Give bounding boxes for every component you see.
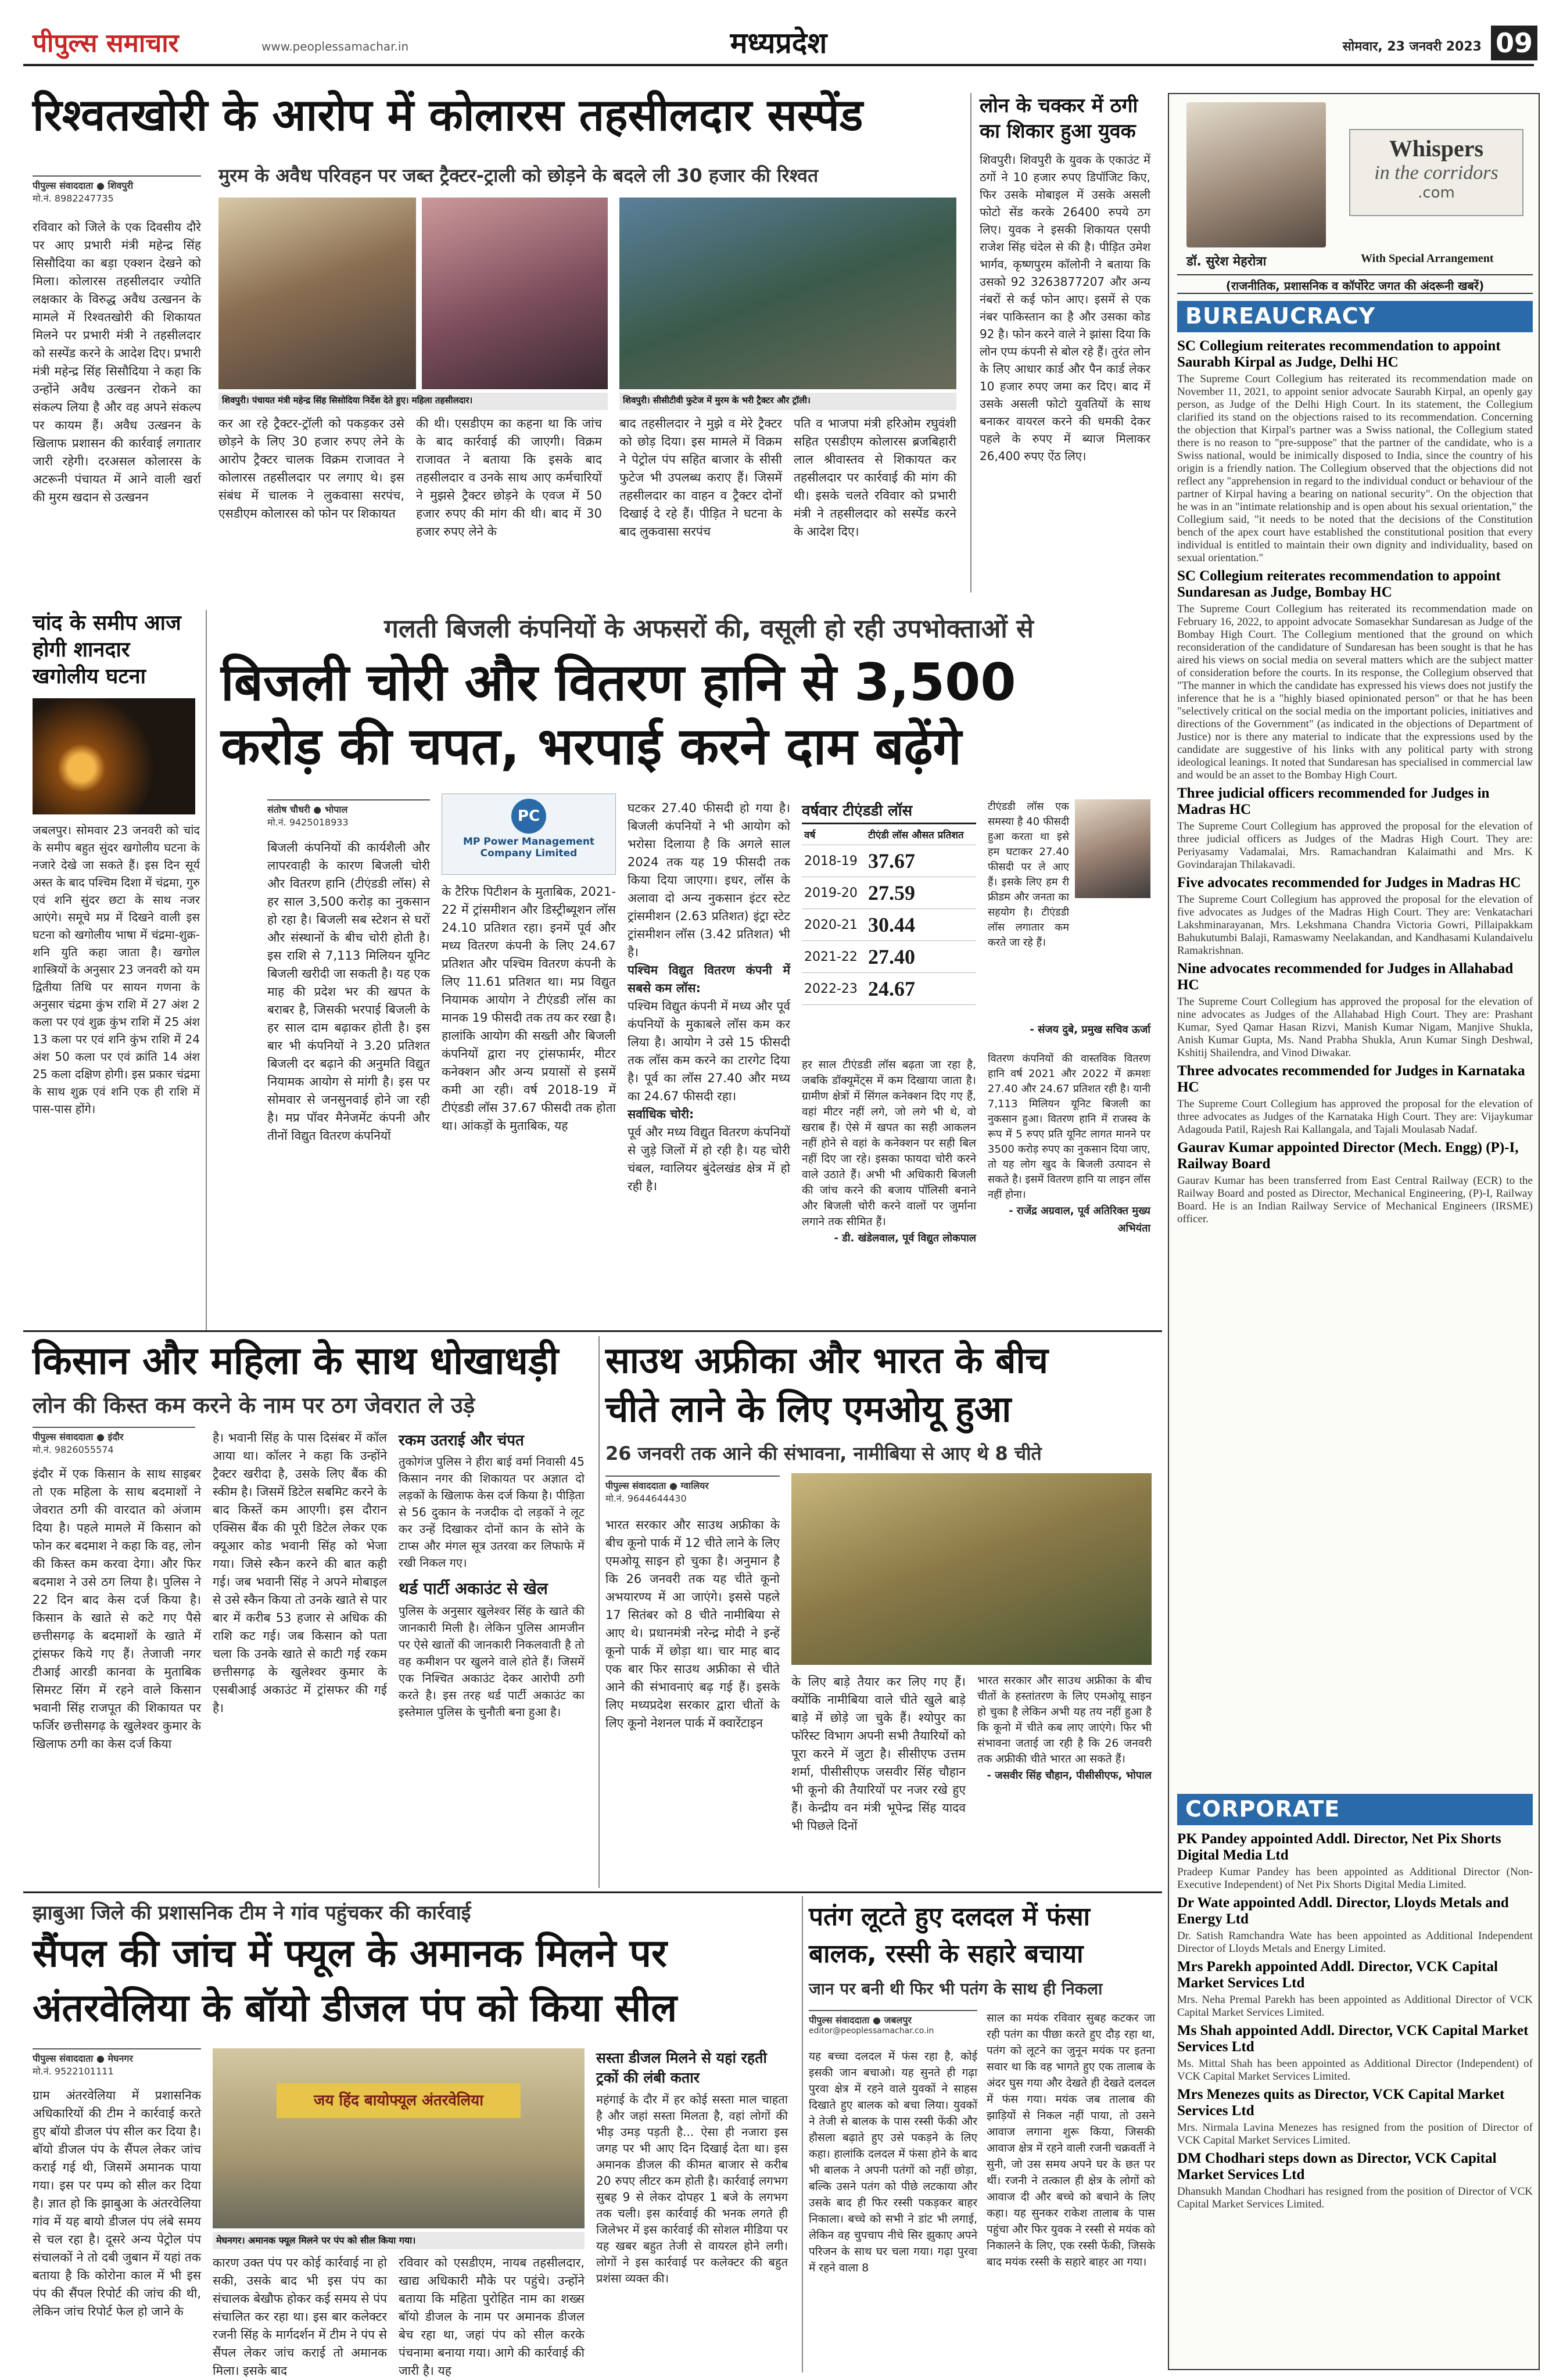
corporate-item-body: Dr. Satish Ramchandra Wate has been appointed as Additional Independent Director of Lloyds Metals and Energy Limited. [1177, 1930, 1533, 1955]
side-box [596, 2048, 788, 2371]
mp-power-logo [442, 794, 616, 875]
byline-text: पीपुल्स संवाददाता ● शिवपुरी [33, 180, 134, 191]
reporter-mobile: मो.नं. 9522101111 [33, 2066, 114, 2077]
corporate-item [1177, 1959, 1533, 2019]
story-col-2: कर आ रहे ट्रैक्टर-ट्रॉली को पकड़कर उसे छोड़ने के लिए 30 हजार रुपए लेने के आरोप ट्रैक्टर चालक विक्रम राजावत ने कोलारस तहसीलदार पर लगाए थे। इस संबंध में चालक ने लुकवासा सरपंच, एसडीएम कोलारस को फोन पर शिकायत [218, 417, 404, 520]
logo-line-2: in the corridors [1374, 162, 1498, 184]
box-body: महंगाई के दौर में हर कोई सस्ता माल चाहता है और जहां सस्ता मिलता है, वहां लोगों की भीड़ उमड़ पड़ती है... ऐसा ही नजारा इस जगह पर भी आए दिन दिखाई देता था। इस अमानक डीजल की कीमत बाजार से करीब 20 रुपए लीटर कम होती है। कार्रवाई लगभग सुबह 9 से लेकर दोपहर 1 बजे के लगभग तक चली। इस कार्रवाई की भनक लगते ही जिलेभर में इस कार्रवाई की सोशल मीडिया पर यह खबर बहुत तेजी से वायरल होने लगी। लोगों ने इस कार्रवाई पर कलेक्टर की बहुत प्रशंसा व्यक्त की। [596, 2092, 788, 2285]
corporate-item-body: Pradeep Kumar Pandey has been appointed as Additional Director (Non-Executive Independent) of Net Pix Shorts Digital Media Limited. [1177, 1866, 1533, 1891]
col-3-para-1: घटकर 27.40 फीसदी हो गया है। बिजली कंपनियों ने भी आयोग को भरोसा दिलाया है कि अगले साल 2024 तक यह 19 फीसदी तक किया दिया जाएगा। इधर, लॉस के अलावा दो अन्य नुकसान इंटर स्टेट ट्रांसमीशन (2.63 प्रतिशत) इंट्रा स्टेट ट्रांसमीशन लॉस (3.42 प्रतिशत) भी है। [628, 801, 790, 959]
whispers-column [1168, 93, 1540, 2370]
bureaucracy-item-body: The Supreme Court Collegium has approved the proposal for the elevation of three judicial officers as Judges of the Madras High Court. They are: Periyasamy Vadamalai, Mrs. Ramachandran Kalaimathi and Mrs. K Govindarajan Thilakavadi. [1177, 820, 1533, 871]
byline-text: पीपुल्स संवाददाता ● मेघनगर [33, 2053, 133, 2064]
headline-line-1: बिजली चोरी और वितरण हानि से 3,500 [221, 652, 1016, 712]
table-cell-year: 2021-22 [802, 941, 866, 973]
bureaucracy-item [1177, 875, 1533, 957]
tehsildar-photo [422, 198, 608, 389]
corporate-item [1177, 1895, 1533, 1955]
story-col-1: ग्राम अंतरवेलिया में प्रशासनिक अधिकारियों की टीम ने कार्रवाई करते हुए बॉयो डीजल पंप सील कर दिया है। बॉयो डीजल पंप के सैंपल लेकर जांच कराई गई थी, जिसमें अमानक पाया गया। इस पर पम्प को सील कर दिया है। ज्ञात हो कि झाबुआ के अंतरवेलिया गांव में यह बायो डीजल पंप लंबे समय से चल रहा है। दूसरे अन्य पेट्रोल पंप संचालकों ने तो दबी जुबान में यहां तक बताया है कि कोरोना काल में भी इस पंप की सैंपल रिपोर्ट की जांच की थी, लेकिन जांच रिपोर्ट फेल हो जाने के [33, 2088, 201, 2318]
story-col-1: रविवार को जिले के एक दिवसीय दौरे पर आए प्रभारी मंत्री महेन्द्र सिंह सिसौदिया का बड़ा एक्शन देखने को मिला। कोलारस तहसीलदार ज्योति लक्षकार के विरुद्ध अवैध उत्खनन के मामले में रिश्वतखोरी की शिकायत मिलने पर प्रभारी मंत्री ने तहसीलदार को सस्पेंड करने के आदेश दिए। प्रभारी मंत्री महेन्द्र सिंह सिसौदिया ने कहा कि उन्होंने अवैध उत्खनन रोकने का संकल्प लिया है और वह अपने संकल्प पर कायम हैं। अवैध उत्खनन के खिलाफ प्रशासन की कार्रवाई लगातार जारी रहेगी। दरअसल कोलारस के अटरूनी पंचायत में आने वाली खर्रा की मुरम खदान से उत्खनन [33, 220, 201, 504]
logo-line-1: Whispers [1389, 135, 1484, 161]
byline [267, 799, 430, 833]
headline-line-1: साउथ अफ्रीका और भारत के बीच [605, 1339, 1048, 1381]
table-cell-year: 2020-21 [802, 909, 866, 941]
story-fraud [33, 1336, 585, 1888]
story-kolaras [33, 76, 956, 587]
table-row [802, 877, 976, 909]
corporate-item-title: DM Chodhari steps down as Director, VCK Capital Market Services Ltd [1177, 2151, 1497, 2182]
story-moon [33, 610, 207, 1330]
corporate-list [1177, 1828, 1533, 2362]
quote-engineer [988, 1051, 1150, 1307]
col-3-para-3: पूर्व और मध्य विद्युत वितरण कंपनियों से जुड़े जिलों में हो रही है। यह चोरी चंबल, ग्वालियर बुंदेलखंड क्षेत्र में हो रही है। [628, 1125, 790, 1193]
byline [33, 2048, 201, 2082]
logo-name: MP Power Management Company Limited [463, 836, 595, 859]
col-3-para-2: पश्चिम विद्युत कंपनी में मध्य और पूर्व कंपनियों के मुकाबले लॉस कम कर लिया है। आयोग ने उसे 15 फीसदी तक लॉस कम करने का टारगेट दिया है। पूर्व का लॉस 27.40 और मध्य का 24.67 फीसदी रहा। [628, 999, 790, 1103]
box-title: सस्ता डीजल मिलने से यहां रहती ट्रकों की लंबी कतार [596, 2049, 767, 2086]
headline-line-2: अंतरवेलिया के बॉयो डीजल पंप को किया सील [33, 1986, 677, 2030]
story-subhead: 26 जनवरी तक आने की संभावना, नामीबिया से आए थे 8 चीते [605, 1442, 1042, 1464]
author-name: डॉ. सुरेश मेहरोत्रा [1186, 254, 1267, 269]
table-header-loss: टीएंडी लॉस औसत प्रतिशत [866, 824, 976, 845]
loss-table [802, 799, 976, 1049]
story-col-2: के टैरिफ पिटीशन के मुताबिक, 2021-22 में ट्रांसमीशन और डिस्ट्रीब्यूशन लॉस 24.10 प्रतिशत रहा। इनमें पूर्व और मध्य वितरण कंपनी के लिए 24.67 प्रतिशत और पश्चिम वितरण कंपनी के लिए 11.61 प्रतिशत था। मप्र विद्युत नियामक आयोग ने टीएंडडी लॉस का मानक 19 फीसदी तक तय कर रखा है। हालांकि आयोग की सख्ती और बिजली कंपनियों द्वारा नए ट्रांसफार्मर, मीटर कनेक्शन और अन्य प्रयासों से इसमें कमी आ रही। वर्ष 2018-19 में टीएंडडी लॉस 37.67 फीसदी तक होता था। आंकड़ों के मुताबिक, यह [442, 885, 616, 1133]
bureaucracy-item-title: Gaurav Kumar appointed Director (Mech. Engg) (P)-I, Railway Board [1177, 1140, 1519, 1172]
table-header-year: वर्ष [802, 824, 866, 845]
photo-caption: मेघनगर। अमानक फ्यूल मिलने पर पंप को सील किया गया। [213, 2232, 585, 2249]
email-link[interactable]: editor@peoplessamachar.co.in [809, 2026, 934, 2036]
bureaucracy-item-title: Three judicial officers recommended for Judges in Madras HC [1177, 785, 1490, 817]
bureaucracy-item [1177, 338, 1533, 565]
bureaucracy-item-body: The Supreme Court Collegium has reiterated its recommendation made on February 16, 2022, to appoint advocate Somasekhar Sundaresan as Judge of the Bombay High Court. The Collegium mentioned that the ground on which reconsideration of the candidature of Sundaresan has been sought is that he has aired his views on social media on several matters which are the subject matter of consideration before the courts. In its response, the Collegium observed that "The manner in which the candidate has expressed his views does not justify the inference that he is a "highly biased opinionated person" or that he has been "selectively critical on the social media on the important policies, initiatives and directions of the Government" (as indicated in the objections of Department of Justice) nor is there any material to indicate that the expressions used by the candidate are suggestive of his links with any political party with strong ideological leanings. It noted that Sundaresan has specialised in commercial law and would be an asset to the Bombay High Court. [1177, 603, 1533, 781]
story-col-4: बाद तहसीलदार ने मुझे व मेरे ट्रैक्टर को छोड़ दिया। इस मामले में विक्रम ने पेट्रोल पंप सहित बाजार के सीसी फुटेज भी उपलब्ध कराए हैं। जिसमें तहसीलदार का वाहन व ट्रैक्टर दोनों दिखाई दे रहे हैं। पीड़ित ने घटना के बाद लुकवासा सरपंच [619, 417, 782, 539]
pump-photo [213, 2048, 585, 2228]
table-title: वर्षवार टीएंडडी लॉस [802, 799, 976, 824]
corporate-item-title: PK Pandey appointed Addl. Director, Net Pix Shorts Digital Media Ltd [1177, 1831, 1501, 1863]
story-headline: रिश्वतखोरी के आरोप में कोलारस तहसीलदार सस्पेंड [33, 89, 863, 141]
bureaucracy-item [1177, 568, 1533, 782]
table-row [802, 909, 976, 941]
story-loan-fraud [970, 93, 1150, 593]
reporter-mobile: मो.नं. 9826055574 [33, 1444, 114, 1455]
story-power-loss [221, 604, 1156, 1319]
quote-secretary-attribution: - संजय दुबे, प्रमुख सचिव ऊर्जा [1030, 1024, 1150, 1036]
logo-text: पीपुल्स समाचार [33, 28, 179, 58]
table-cell-year: 2022-23 [802, 973, 866, 1005]
box-body-2: पुलिस के अनुसार खुलेश्वर सिंह के खाते की जानकारी मिली है। लेकिन पुलिस आमजीन पर ऐसे खातों की जानकारी निकलवाती है तो वह कमीशन पर खुलने वाले होते हैं। जिसमें एक निश्चित अकाउंट देकर आरोपी ठगी करते है। इस तरह थर्ड पार्टी अकाउंट का इस्तेमाल पुलिस के चुनौती बना हुआ है। [399, 1604, 585, 1719]
corporate-item [1177, 1831, 1533, 1891]
corporate-item-body: Dhansukh Mandan Chodhari has resigned from the position of Director of VCK Capital Market Services Limited. [1177, 2185, 1533, 2210]
story-col-3: रविवार को एसडीएम, नायब तहसीलदार, खाद्य अधिकारी मौके पर पहुंचे। उन्होंने बताया कि महिता पुरोहित नाम का शख्स बॉयो डीजल के नाम पर अमानक डीजल बेच रहा था, जहां पंप को सील करके पंचनामा बनाया गया। आगे की कार्रवाई की जारी है। यह [399, 2256, 585, 2378]
section-divider-1 [23, 1330, 1162, 1332]
bureaucracy-item [1177, 785, 1533, 871]
story-col-3 [628, 799, 790, 1311]
table-row [802, 973, 976, 1005]
whispers-tagline: (राजनीतिक, प्रशासनिक व कॉर्पोरेट जगत की अंदरूनी खबरें) [1177, 274, 1533, 294]
corporate-header: CORPORATE [1177, 1794, 1533, 1825]
corporate-item [1177, 2023, 1533, 2083]
bureaucracy-item [1177, 1063, 1533, 1136]
corporate-item-title: Dr Wate appointed Addl. Director, Lloyds Metals and Energy Ltd [1177, 1895, 1509, 1927]
page-number: 09 [1491, 26, 1537, 60]
byline [809, 2010, 977, 2044]
corporate-item-title: Mrs Menezes quits as Director, VCK Capital Market Services Ltd [1177, 2087, 1505, 2119]
quote-expert [802, 1057, 976, 1307]
quote-text: वितरण कंपनियों की वास्तविक वितरण हानि वर्ष 2021 और 2022 में क्रमशः 27.40 और 24.67 प्रतिशत रही है। यानी 7,113 मिलियन यूनिट बिजली का नुकसान हुआ। वितरण हानि में राजस्व के रूप में 5 रुपए प्रति यूनिट लागत मानने पर 3500 करोड़ रुपए का नुकसान दिया जाए, तो यह लोग खुद के बिजली उत्पादन से सकते है। इसमें वितरण हानि या लाइन लॉस नहीं होना। [988, 1053, 1150, 1201]
story-col-2: के लिए बाड़े तैयार कर लिए गए हैं। क्योंकि नामीबिया वाले चीते खुले बाड़े बाड़े में छोड़े जा चुके हैं। श्योपुर का फॉरेस्ट विभाग अपनी सभी तैयारियों को पूरा करने में जुटा है। सीसीएफ उत्तम शर्मा, पीसीसीएफ जसवीर सिंह चौहान भी कूनो की तैयारियों पर नजर रखे हुए हैं। केन्द्रीय वन मंत्री भूपेन्द्र सिंह यादव भी पिछले दिनों [791, 1675, 966, 1833]
logo [33, 24, 253, 56]
author-photo [1186, 102, 1326, 247]
table-cell-loss: 30.44 [866, 909, 976, 941]
section-divider-2 [23, 1891, 1162, 1893]
bureaucracy-item-body: The Supreme Court Collegium has reiterated its recommendation made on November 11, 2021, to appoint senior advocate Saurabh Kirpal, an openly gay person, as Judge of the Delhi High Court. In its statement, the Collegium clarified its stand on the objections raised to its recommendation. Concerning the objection that Kirpal's partner was a Swiss national, the Collegium stated there is no reason to "pre-suppose" that the partner of the candidate, who is a Swiss national, would be inimically disposed to India, since the country of his origin is a friendly nation. The Collegium observed that the objections did not reflect any "apprehension in regard to the individual conduct or behaviour of the partner of Kirpal having a bearing on national security". On the objection that he was in an "intimate relationship and is open about his sexual orientation," the Collegium said, "it needs to be noted that the decisions of the Constitution bench of the apex court have established the constitutional position that every individual is entitled to maintain their own dignity and individuality, based on sexual orientation." [1177, 373, 1533, 564]
bureaucracy-item-body: The Supreme Court Collegium has approved the proposal for the elevation of nine advocates as Judges of the Allahabad High Court. They are: Prashant Kumar, Syed Qamar Hasan Rizvi, Manish Kumar Nigam, Manjive Shukla, Anish Kumar Gupta, Ms. Nand Prabha Shukla, Arun Kumar Singh Deshwal, Kshitij Shailendra, and Vinod Diwakar. [1177, 996, 1533, 1059]
story-col-1: यह बच्चा दलदल में फंस रहा है, कोई इसकी जान बचाओ। यह सुनते ही गढ़ा पुरवा क्षेत्र में रहने वाले युवकों ने साहस दिखाते हुए बालक को बचा लिया। युवकों ने तेजी से बालक के पास रस्सी फेंकी और हौसला बढ़ाते हुए उसे पकड़ने के लिए कहा। हालांकि दलदल में फंसा होने के बाद भी बालक ने अपनी पतंगों को नहीं छोड़ा, बल्कि उसने पतंग को पीछे लटकाया और उसके बाद ही फिर रस्सी पकड़कर बाहर निकाला। बच्चे को सभी ने डांट भी लगाई, लेकिन वह चुपचाप नीचे सिर झुकाए अपने परिजन के साथ घर चला गया। गढ़ा पुरवा में रहने वाला 8 [809, 2050, 977, 2274]
headline-line-2: करोड़ की चपत, भरपाई करने दाम बढ़ेंगे [221, 716, 962, 776]
table-cell-year: 2018-19 [802, 845, 866, 877]
story-col-3: की थी। एसडीएम का कहना था कि जांच के बाद कार्रवाई की जाएगी। विक्रम राजावत ने बताया कि इसके बाद तहसीलदार व उनके साथ आए कर्मचारियों ने मुझसे ट्रैक्टर छोड़ने के एवज में 50 हजार रुपए की मांग की थी। बाद में 30 हजार रुपए लेने के [416, 417, 602, 539]
table-row [802, 941, 976, 973]
cctv-photo [619, 198, 956, 389]
sky-photo [33, 698, 195, 814]
story-subhead: मुरम के अवैध परिवहन पर जब्त ट्रैक्टर-ट्राली को छोड़ने के बदले ली 30 हजार की रिश्वत [218, 164, 819, 186]
logo-line-3: .com [1418, 184, 1455, 202]
corporate-item [1177, 2151, 1533, 2211]
minister-photo [218, 198, 416, 389]
table-cell-year: 2019-20 [802, 877, 866, 909]
table-row [802, 845, 976, 877]
quote-text: हर साल टीएंडडी लॉस बढ़ता जा रहा है, जबकि डॉक्यूमेंट्स में कम दिखाया जाता है। ग्रामीण क्षेत्रों में सिंगल कनेक्शन दिए गए हैं, वहां मीटर नहीं लगे, जो लगे भी थे, वो खराब हैं। ऐसे में खपत का सही आकलन नहीं होने से वहां के कनेक्शन पर सही बिल नहीं दिए जा रहे। इसका फायदा चोरी करने वाले उठाते हैं। अभी भी अधिकारी बिजली की जांच करने की बजाय पॉलिसी बनाने और बिजली चोरी करने वालों पर जुर्माना लगाने तक सीमित हैं। [802, 1058, 976, 1228]
quote-attribution: - जसवीर सिंह चौहान, पीसीसीएफ, भोपाल [987, 1769, 1152, 1782]
bureaucracy-item-body: The Supreme Court Collegium has approved the proposal for the elevation of three advocates as Judges of the Karnataka High Court. They are: Vijaykumar Adagouda Patil, Rajesh Rai Kallangala, and Tajali Moulasab Nadaf. [1177, 1098, 1533, 1136]
bureaucracy-header: BUREAUCRACY [1177, 301, 1533, 332]
table-cell-loss: 37.67 [866, 845, 976, 877]
byline [33, 175, 201, 213]
headline-line-2: चीते लाने के लिए एमओयू हुआ [605, 1388, 1012, 1430]
date: सोमवार, 23 जनवरी 2023 [1342, 40, 1482, 54]
story-pump-seal [33, 1896, 788, 2378]
bureaucracy-item-title: Nine advocates recommended for Judges in Allahabad HC [1177, 961, 1514, 993]
story-col-1: इंदौर में एक किसान के साथ साइबर तो एक महिला के साथ बदमाशों ने जेवरात ठगी की वारदात को अंजाम दिया है। पहले मामले में किसान को फोन कर बदमाश ने कहा कि वह, लोन की किस्त कम करवा देगा। और फिर बदमाश ने उसे ठग लिया है। पुलिस ने 22 दिन बाद केस दर्ज किया है। किसान के खाते से कटे गए पैसे छत्तीसगढ़ के बदमाशों के खाते में ट्रांसफर किये गए हैं। तेजाजी नगर टीआई आरडी कानवा के मुताबिक सिमरट सिंग में रहने वाले किसान भवानी सिंह राजपूत की शिकायत पर फर्जिर छत्तीसगढ़ के खुलेश्वर कुमार के खिलाफ ठगी का केस दर्ज किया [33, 1467, 201, 1751]
story-col-2: कारण उक्त पंप पर कोई कार्रवाई ना हो सकी, उसके बाद भी इस पंप का संचालक बेखौफ होकर कई समय से पंप संचालित कर रहा था। इस बार कलेक्टर रजनी सिंह के मार्गदर्शन में टीम ने पंप से सैंपल लेकर जांच कराई तो अमानक मिला। इसके बाद [213, 2256, 387, 2378]
masthead-divider [23, 64, 1534, 66]
reporter-mobile: मो.नं. 9425018933 [267, 817, 349, 828]
story-body: जबलपुर। सोमवार 23 जनवरी को चांद के समीप बहुत सुंदर खगोलीय घटना के नजारे देखे जा सकते हैं। इस दिन सूर्य अस्त के बाद पश्चिम दिशा में चंद्रमा, गुरु एवं शनि सुंदर छटा के साथ नजर आएंगे। समूचे मप्र में दिखने वाली इस घटना को खगोलीय भाषा में चंद्रमा-शुक्र-शनि युति कहा जाता है। खगोल शास्त्रियों के अनुसार 23 जनवरी को यम द्वितीया तिथि पर सायन गणना के अनुसार चंद्रमा कुंभ राशि में 27 अंश 2 कला पर एवं शुक्र कुंभ राशि में 25 अंश 13 कला पर एवं शनि कुंभ राशि में 24 अंश 50 कला पर एवं क्रांति 14 अंश 25 कला दक्षिण होगी। इस प्रकार चंद्रमा के साथ शुक्र एवं शनि एक ही राशि में पास-पास होंगे। [33, 823, 200, 1116]
story-kicker: झाबुआ जिले की प्रशासनिक टीम ने गांव पहुंचकर की कार्रवाई [33, 1901, 471, 1925]
masthead [0, 0, 1556, 70]
quote-attribution: - राजेंद्र अग्रवाल, पूर्व अतिरिक्त मुख्य अभियंता [1009, 1205, 1150, 1234]
logo-mark: PC [511, 799, 546, 834]
quote-secretary [988, 799, 1069, 1055]
col-3-subhead-2: सर्वाधिक चोरी: [628, 1107, 694, 1121]
quote-text: भारत सरकार और साउथ अफ्रीका के बीच चीतों के हस्तांतरण के लिए एमओयू साइन हो चुका है लेकिन अभी यह तय नहीं हुआ है कि कूनो में चीते कब लाए जाएंगे। फिर भी संभावना जताई जा रही है कि 26 जनवरी तक अफ्रीकी चीते भारत आ सकते हैं। [977, 1674, 1152, 1765]
quote-attribution: - डी. खंडेलवाल, पूर्व विद्युत लोकपाल [834, 1232, 976, 1244]
byline-text: संतोष चौधरी ● भोपाल [267, 804, 348, 815]
photo-caption-1: शिवपुरी। पंचायत मंत्री महेन्द्र सिंह सिसोदिया निर्देश देते हुए। महिला तहसीलदार। [218, 393, 608, 410]
corporate-item-body: Ms. Mittal Shah has been appointed as Additional Director (Independent) of VCK Capital Market Services Limited. [1177, 2058, 1533, 2083]
box-body-1: तुकोगंज पुलिस ने हीरा बाई वर्मा निवासी 45 किसान नगर की शिकायत पर अज्ञात दो लड़कों के खिलाफ केस दर्ज किया है। पीड़िता से 56 दुकान के नजदीक दो लड़कों ने लूट कर उन्हें दिखाकर दोनों कान के सोने के टाप्स और मंगल सूत्र उतरवा कर लिफाफे में रखी निकल गए। [399, 1455, 585, 1570]
corporate-item [1177, 2087, 1533, 2147]
table-cell-loss: 24.67 [866, 973, 976, 1005]
bureaucracy-item-title: SC Collegium reiterates recommendation to appoint Sundaresan as Judge, Bombay HC [1177, 568, 1501, 600]
reporter-mobile: मो.नं. 8982247735 [33, 193, 114, 204]
pump-sign: जय हिंद बायोफ्यूल अंतरवेलिया [277, 2083, 521, 2118]
bureaucracy-item [1177, 961, 1533, 1060]
cheetah-photo [791, 1473, 1152, 1665]
quote-text: टीएंडडी लॉस एक समस्या है 40 फीसदी हुआ करता था इसे हम घटाकर 27.40 फीसदी पर ले आए हैं। इसके लिए हम री फ्रीडम और जनता का सहयोग है। टीएंडडी लॉस लगातार कम करते जा रहे हैं। [988, 800, 1069, 949]
photo-caption-2: शिवपुरी। सीसीटीवी फुटेज में मुरम के भरी ट्रैक्टर और ट्रॉली। [619, 393, 956, 410]
corporate-item-body: Mrs. Neha Premal Parekh has been appointed as Additional Director of VCK Capital Market Services Limited. [1177, 1994, 1533, 2019]
byline-text: पीपुल्स संवाददाता ● ग्वालियर [605, 1480, 709, 1491]
corporate-item-title: Mrs Parekh appointed Addl. Director, VCK Capital Market Services Ltd [1177, 1959, 1498, 1991]
story-headline: चांद के समीप आज होगी शानदार खगोलीय घटना [33, 611, 181, 688]
side-box [399, 1429, 585, 1883]
table-cell-loss: 27.59 [866, 877, 976, 909]
byline [33, 1427, 195, 1460]
bureaucracy-item [1177, 1140, 1533, 1226]
story-headline: किसान और महिला के साथ धोखाधड़ी [33, 1338, 559, 1383]
story-body: शिवपुरी। शिवपुरी के युवक के एकाउंट में ठगों ने 10 हजार रुपए डिपॉजिट किए, फिर उसके मोबाइल में उसके असली फोटो सेंड करके 26400 रुपये ठग लिए। युवक ने इसकी शिकायत एसपी राजेश सिंह चंदेल से की है। पीड़ित उमेश भार्गव, कृष्णपुरम कॉलोनी ने बताया कि उसको 92 3263877207 और अन्य नंबरों से कई फोन आए। इसमें से एक नंबर पाकिस्तान का है और उसका कोड 92 है। फोन करने वाले ने झांसा दिया कि लोन एप्प कंपनी से बोल रहे हैं। तुरंत लोन के लिए आधार कार्ड और पैन कार्ड लेकर 10 हजार रुपए जमा कर दिए। बाद में उसके असली फोटो युवतियों के साथ बनाकर वायरल करने की धमकी देकर पहले के रुपए में ब्याज मिलाकर 26,400 रुपए ऐंठ लिए। [980, 153, 1150, 463]
corporate-item-body: Mrs. Nirmala Lavina Menezes has resigned from the position of Director of VCK Capital Market Services Limited. [1177, 2121, 1533, 2146]
byline-text: पीपुल्स संवाददाता ● जबलपुर [809, 2015, 912, 2026]
story-kite [802, 1896, 1156, 2372]
story-col-5: पति व भाजपा मंत्री हरिओम रघुवंशी सहित एसडीएम कोलारस ब्रजबिहारी लाल श्रीवास्तव से शिकायत कर तहसीलदार पर कार्रवाई की मांग की थी। इसके चलते रविवार को प्रभारी मंत्री ने तहसीलदार को सस्पेंड करने के आदेश दिए। [794, 417, 956, 539]
story-subhead: जान पर बनी थी फिर भी पतंग के साथ ही निकला [809, 1979, 1103, 1998]
website-link[interactable]: www.peoplessamachar.in [261, 40, 409, 53]
table-cell-loss: 27.40 [866, 941, 976, 973]
corporate-item-title: Ms Shah appointed Addl. Director, VCK Capital Market Services Ltd [1177, 2023, 1529, 2055]
story-headline: लोन के चक्कर में ठगी का शिकार हुआ युवक [980, 94, 1138, 143]
story-kicker: गलती बिजली कंपनियों के अफसरों की, वसूली हो रही उपभोक्ताओं से [384, 614, 1034, 644]
box-title-2: थर्ड पार्टी अकाउंट से खेल [399, 1579, 548, 1598]
headline-line-1: पतंग लूटते हुए दलदल में फंसा [809, 1902, 1090, 1932]
story-cheetah [598, 1336, 1156, 1888]
bureaucracy-item-body: The Supreme Court Collegium has approved the proposal for the elevation of five advocates as Judges of the Madras High Court. They are: Venkatachari Lakshminarayanan, Mrs. Lekshmana Chandra Victoria Gowri, Pillaipakkam Bahukutumbi Balaji, Ramaswamy Neelakandan, and Kandhasami Kulandaivelu Ramakrishnan. [1177, 893, 1533, 957]
bureaucracy-item-title: SC Collegium reiterates recommendation to appoint Saurabh Kirpal as Judge, Delhi HC [1177, 338, 1501, 370]
quote-pccf [977, 1673, 1152, 1882]
reporter-mobile: मो.नं. 9644644430 [605, 1493, 687, 1504]
bureaucracy-item-title: Three advocates recommended for Judges in Karnataka HC [1177, 1063, 1525, 1095]
story-col-1: भारत सरकार और साउथ अफ्रीका के बीच कूनो पार्क में 12 चीते लाने के लिए एमओयू साइन हो चुका है। अनुमान है कि 26 जनवरी तक यह चीते कूनो अभयारण्य में आ जाएंगे। इससे पहले 17 सितंबर को 8 चीते नामीबिया से आए थे। प्रधानमंत्री नरेन्द्र मोदी ने इन्हें कूनो पार्क में छोड़ा था। चार माह बाद एक बार फिर साउथ अफ्रीका से चीते आने की संभावनाएं बढ़ गई हैं। इसके लिए मध्यप्रदेश सरकार द्वारा चीतों के लिए कूनो नेशनल पार्क में क्वारेंटाइन [605, 1518, 780, 1730]
loss-table-grid [802, 824, 976, 1005]
bureaucracy-item-title: Five advocates recommended for Judges in Madras HC [1177, 875, 1521, 891]
bureaucracy-item-body: Gaurav Kumar has been transferred from East Central Railway (ECR) to the Railway Board and posted as Director, Mechanical Engineering, (P)-I, Railway Board. He is an Indian Railway Service of Mechanical Engineers (IRSME) officer. [1177, 1175, 1533, 1225]
bureaucracy-list [1177, 335, 1533, 1769]
col-3-subhead-1: पश्चिम विद्युत वितरण कंपनी में सबसे कम लॉस: [628, 963, 790, 995]
whispers-logo [1349, 129, 1523, 216]
secretary-photo [1075, 799, 1150, 898]
byline [605, 1476, 780, 1509]
story-col-2: साल का मयंक रविवार सुबह कटकर जा रही पतंग का पीछा करते हुए दौड़ रहा था, पतंग को लूटने का जुनून मयंक पर इतना सवार था कि वह भागते हुए एक तालाब के अंदर घुस गया और देखते ही देखते दलदल में फंस गया। मयंक जब तालाब की झाड़ियों से निकल नहीं पाया, तो उसने आवाज लगाना शुरू किया, जिसकी आवाज क्षेत्र में रहने वाली रजनी चक्रवर्ती ने सुनी, जो उस समय अपने घर के छत पर थीं। रजनी ने तत्काल ही क्षेत्र के लोगों को आवाज दी और बच्चे को बचाने के लिए कहा। यह सुनकर राकेश तालाब के पास पहुंचा और फिर युवक ने रस्सी से मयंक को निकालने के लिए, एक रस्सी फेंकी, जिसके बाद मयंक रस्सी के सहारे बाहर आ गया। [987, 2012, 1155, 2268]
story-col-2: है। भवानी सिंह के पास दिसंबर में कॉल आया था। कॉलर ने कहा कि उन्होंने ट्रैक्टर खरीदा है, उसके लिए बैंक की स्कीम है। जिसमें डिटेल सबमिट करने के बाद किस्तें कम आएगी। इस दौरान एक्सिस बैंक की पूरी डिटेल लेकर एक क्यूआर कोड भवानी सिंह को भेजा गया। जिसे स्कैन करने की बात कही गई। जब भवानी सिंह ने अपने मोबाइल से उसे स्कैन किया तो उनके खाते से पार बार में करीब 53 हजार से अधिक की राशि कट गई। जब किसान को पता चला कि उनके खाते से काटी गई रकम छत्तीसगढ़ के खुलेश्वर कुमार के एसबीआई अकाउंट में ट्रांसफर की गई है। [213, 1431, 387, 1715]
headline-line-1: सैंपल की जांच में फ्यूल के अमानक मिलने पर [33, 1931, 667, 1976]
story-col-1: बिजली कंपनियों की कार्यशैली और लापरवाही के कारण बिजली चोरी और वितरण हानि (टीएंडडी लॉस) से हर साल 3,500 करोड़ का नुकसान हो रहा है। बिजली सब स्टेशन से घरों और संस्थानों के बीच चोरी होती है। इस राशि से 7,113 मिलियन यूनिट बिजली खरीदी जा सकती है। यह एक माह की प्रदेश भर की खपत के बराबर है, जिसकी भरपाई बिजली के हर साल दाम बढ़ाकर होती है। इस बार भी कंपनियों ने 3.20 प्रतिशत बिजली दर बढ़ाने की अनुमति विद्युत नियामक आयोग से मांगी है। इस पर सोमवार से जनसुनवाई होने जा रही है। मप्र पॉवर मैनेजमेंट कंपनी और तीनों विद्युत वितरण कंपनियों [267, 841, 430, 1143]
box-title-1: रकम उतराई और चंपत [399, 1432, 524, 1449]
headline-line-2: बालक, रस्सी के सहारे बचाया [809, 1939, 1084, 1969]
special-arrangement: With Special Arrangement [1361, 252, 1494, 265]
byline-text: पीपुल्स संवाददाता ● इंदौर [33, 1431, 124, 1442]
section-title: मध्यप्रदेश [730, 26, 827, 60]
story-subhead: लोन की किस्त कम करने के नाम पर ठग जेवरात ले उड़े [33, 1392, 475, 1418]
